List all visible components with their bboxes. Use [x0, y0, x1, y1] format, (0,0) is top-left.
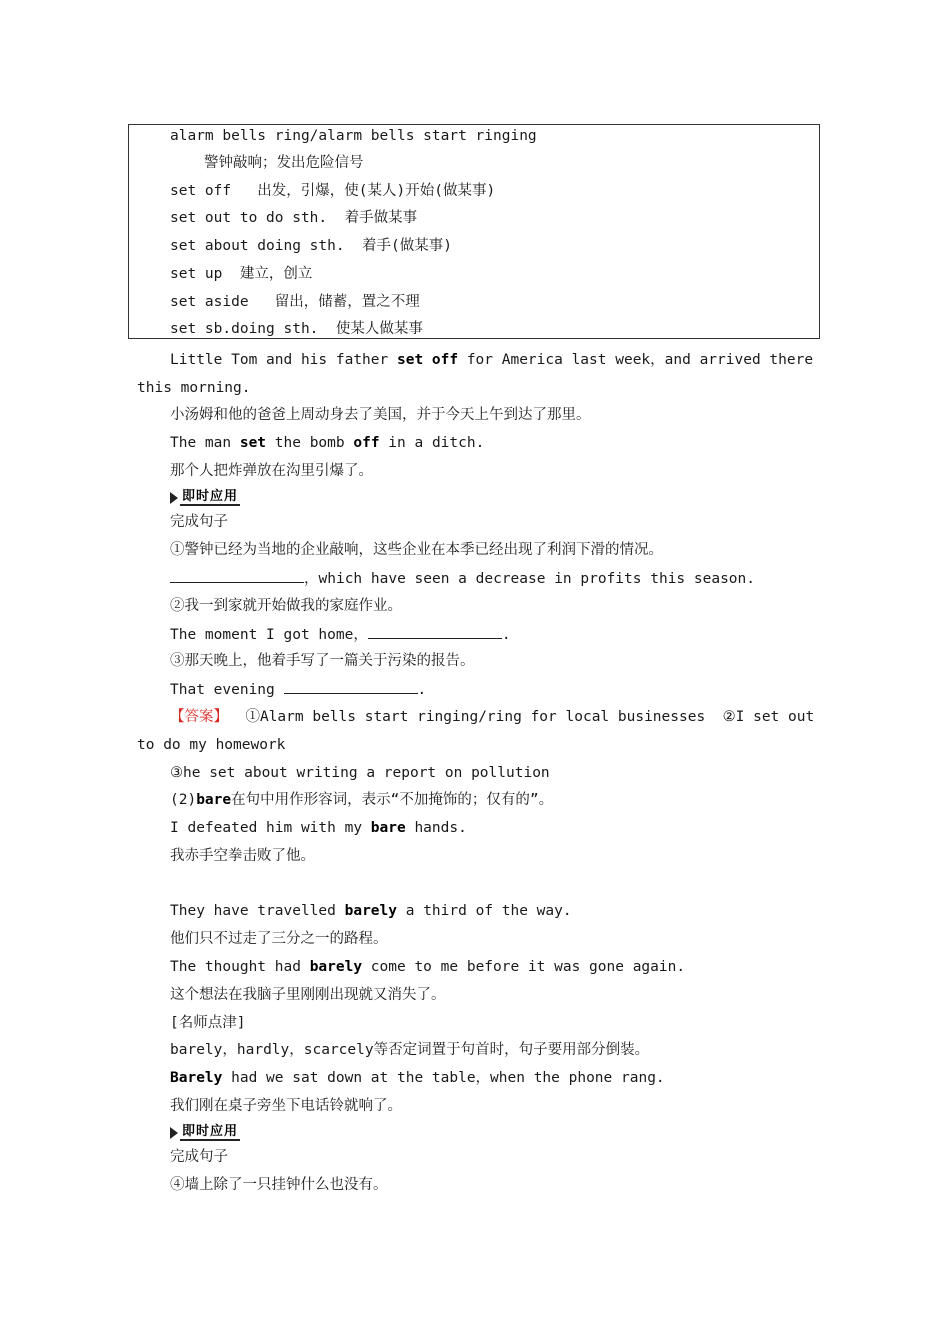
answer-line-3: ③he set about writing a report on pollution [170, 765, 550, 781]
bare-explanation: (2)bare在句中用作形容词，表示“不加掩饰的；仅有的”。 [170, 792, 554, 808]
bare-example-zh: 我赤手空拳击败了他。 [170, 848, 315, 864]
answer-blank[interactable] [368, 624, 502, 639]
question-2-en: The moment I got home， . [170, 624, 511, 645]
barely-example-2-zh: 这个想法在我脑子里刚刚出现就又消失了。 [170, 987, 446, 1003]
teacher-note: barely，hardly，scarcely等否定词置于句首时，句子要用部分倒装。 [170, 1042, 650, 1058]
triangle-icon [170, 492, 178, 504]
answer-blank[interactable] [170, 568, 304, 583]
answer-line-cont: to do my homework [137, 737, 286, 753]
box-line-2: 警钟敲响；发出危险信号 [204, 155, 364, 171]
box-line-7: set aside 留出，储蓄，置之不理 [170, 294, 420, 310]
barely-example-3-zh: 我们刚在桌子旁坐下电话铃就响了。 [170, 1098, 402, 1114]
question-4: ④墙上除了一只挂钟什么也没有。 [170, 1177, 388, 1193]
question-1: ①警钟已经为当地的企业敲响，这些企业在本季已经出现了利润下滑的情况。 [170, 542, 663, 558]
triangle-icon [170, 1127, 178, 1139]
answer-blank[interactable] [284, 679, 418, 694]
practice-tag: 即时应用 [170, 1125, 240, 1141]
answer-line: 【答案】 ①Alarm bells start ringing/ring for local businesses ②I set out [170, 709, 815, 725]
barely-example-1-zh: 他们只不过走了三分之一的路程。 [170, 931, 388, 947]
question-2: ②我一到家就开始做我的家庭作业。 [170, 598, 402, 614]
question-1-en: ，which have seen a decrease in profits this season. [170, 568, 755, 589]
answer-label: 【答案】 [170, 709, 228, 725]
bare-example-en: I defeated him with my bare hands. [170, 820, 467, 836]
barely-example-2-en: The thought had barely come to me before it was gone again. [170, 959, 686, 975]
example-1-en: Little Tom and his father set off for America last week，and arrived there [170, 352, 814, 368]
example-1-en-cont: this morning. [137, 380, 251, 396]
example-2-zh: 那个人把炸弹放在沟里引爆了。 [170, 463, 373, 479]
box-line-8: set sb.doing sth. 使某人做某事 [170, 321, 423, 337]
teacher-note-title: [名师点津] [170, 1015, 246, 1031]
box-line-4: set out to do sth. 着手做某事 [170, 210, 418, 226]
box-line-5: set about doing sth. 着手(做某事) [170, 238, 453, 254]
barely-example-3-en: Barely had we sat down at the table，when the phone rang. [170, 1070, 665, 1086]
practice-tag: 即时应用 [170, 490, 240, 506]
question-3-en: That evening . [170, 679, 426, 700]
task-title-2: 完成句子 [170, 1149, 228, 1165]
example-2-en: The man set the bomb off in a ditch. [170, 435, 485, 451]
task-title: 完成句子 [170, 514, 228, 530]
example-1-zh: 小汤姆和他的爸爸上周动身去了美国，并于今天上午到达了那里。 [170, 407, 591, 423]
box-line-3: set off 出发，引爆，使(某人)开始(做某事) [170, 183, 496, 199]
box-line-1: alarm bells ring/alarm bells start ringing [170, 128, 537, 144]
question-3: ③那天晚上，他着手写了一篇关于污染的报告。 [170, 653, 475, 669]
barely-example-1-en: They have travelled barely a third of the way. [170, 903, 572, 919]
box-line-6: set up 建立，创立 [170, 266, 313, 282]
